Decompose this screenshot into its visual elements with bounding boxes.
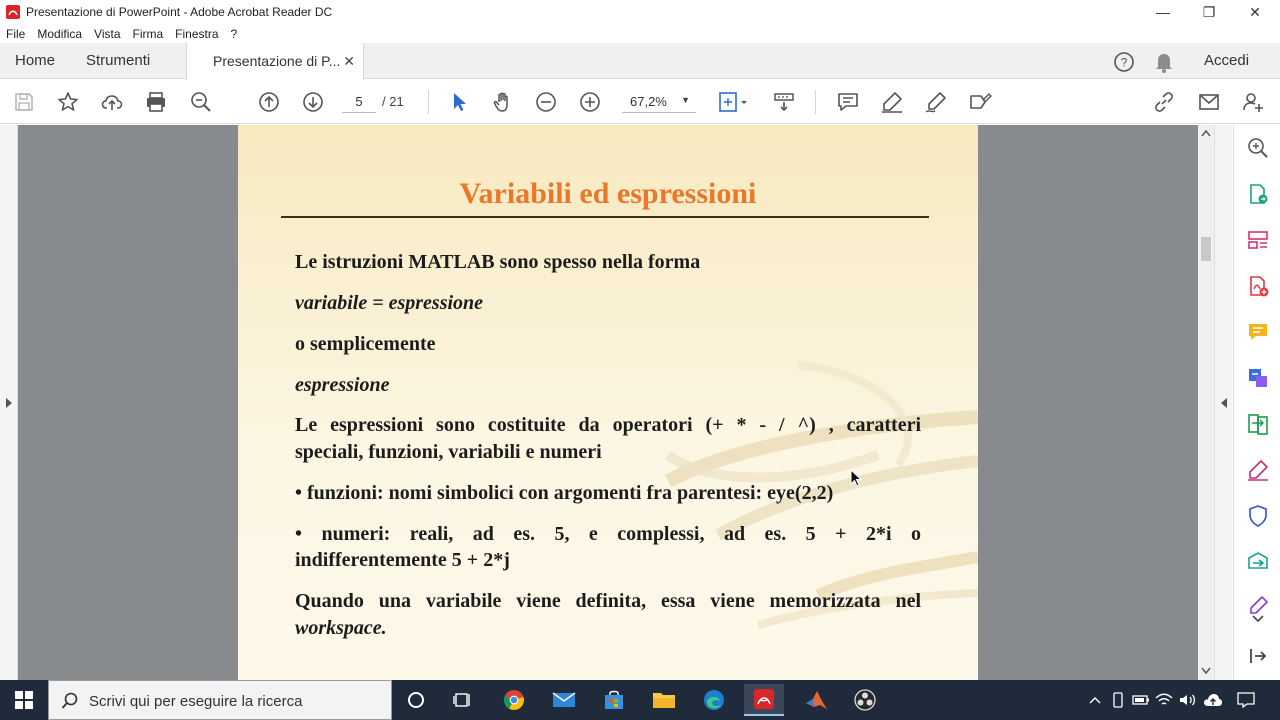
slide-bullet-2: • numeri: reali, ad es. 5, e complessi, ad es. 5 + 2*i o	[295, 523, 921, 545]
slide-line-10: Quando una variabile viene definita, essa viene memorizzata nel	[295, 590, 921, 612]
menu-modifica[interactable]: Modifica	[37, 26, 83, 41]
left-pane-toggle[interactable]	[0, 125, 18, 681]
toolbar	[0, 80, 1280, 124]
file-explorer-icon[interactable]	[644, 684, 684, 716]
search-icon	[61, 692, 79, 710]
next-page-icon[interactable]	[300, 89, 326, 115]
store-icon[interactable]	[594, 684, 634, 716]
add-user-icon[interactable]	[1240, 89, 1266, 115]
slide-line-6: speciali, funzioni, variabili e numeri	[295, 441, 602, 463]
phone-link-icon[interactable]	[1108, 690, 1128, 710]
scrollbar-thumb[interactable]	[1201, 237, 1211, 261]
svg-text:?: ?	[1120, 55, 1128, 70]
task-view-icon[interactable]	[443, 684, 483, 716]
comment-icon[interactable]	[835, 89, 861, 115]
taskbar	[0, 680, 1280, 720]
chevron-down-icon: ▼	[681, 95, 690, 105]
taskbar-search[interactable]	[48, 680, 392, 720]
slide-line-4: espressione	[295, 374, 390, 396]
page-number-input[interactable]	[342, 91, 376, 113]
menu-help[interactable]: ?	[230, 26, 238, 41]
chevron-left-icon[interactable]	[1220, 397, 1228, 409]
tab-bar	[0, 43, 1280, 79]
mail-icon[interactable]	[544, 684, 584, 716]
windows-start-icon[interactable]	[4, 684, 44, 716]
slide-line-11: workspace.	[295, 617, 387, 639]
fit-page-icon[interactable]	[716, 89, 752, 115]
slide-line-1: Le istruzioni MATLAB sono spesso nella forma	[295, 251, 701, 273]
cortana-icon[interactable]	[396, 684, 436, 716]
tools-pane	[1233, 125, 1280, 681]
slide-line-2: variabile = espressione	[295, 292, 484, 314]
close-tab-icon[interactable]: ✕	[343, 53, 355, 69]
select-cursor-icon[interactable]	[446, 89, 472, 115]
organize-pages-icon[interactable]	[1245, 227, 1271, 253]
chevron-right-icon[interactable]	[5, 397, 13, 409]
tab-tools[interactable]: Strumenti	[86, 52, 151, 69]
tab-home[interactable]: Home	[15, 52, 56, 69]
zoom-in-icon[interactable]	[577, 89, 603, 115]
link-icon[interactable]	[1151, 89, 1177, 115]
collapse-pane-icon[interactable]	[1245, 643, 1271, 669]
menu-bar	[0, 24, 1280, 43]
chrome-icon[interactable]	[494, 684, 534, 716]
scroll-down-icon[interactable]	[1201, 667, 1211, 675]
slide-line-9: indifferentemente 5 + 2*j	[295, 549, 510, 571]
chevron-up-icon[interactable]	[1085, 690, 1105, 710]
title-rule	[281, 216, 929, 218]
toolbar-divider	[428, 90, 429, 114]
hand-tool-icon[interactable]	[490, 89, 516, 115]
mouse-cursor-icon	[850, 469, 864, 489]
zoom-select[interactable]	[622, 91, 696, 113]
search-placeholder: Scrivi qui per eseguire la ricerca	[89, 693, 303, 710]
menu-vista[interactable]: Vista	[94, 26, 121, 41]
document-viewport[interactable]	[0, 125, 1232, 681]
toolbar-divider	[815, 90, 816, 114]
edit-pdf-icon[interactable]	[1245, 365, 1271, 391]
edit-sign-icon[interactable]	[967, 89, 993, 115]
maximize-button[interactable]: ❐	[1202, 3, 1216, 20]
chevron-down-icon[interactable]	[1245, 611, 1271, 627]
slide-line-5: Le espressioni sono costituite da operatori (+ * - / ^) , caratteri	[295, 414, 921, 436]
volume-icon[interactable]	[1178, 690, 1198, 710]
matlab-icon[interactable]	[796, 684, 836, 716]
battery-icon[interactable]	[1131, 690, 1151, 710]
menu-file[interactable]: File	[6, 26, 26, 41]
bookmark-star-icon[interactable]	[55, 89, 81, 115]
title-bar	[0, 0, 1280, 24]
zoom-search-icon[interactable]	[188, 89, 214, 115]
slide-bullet-1: • funzioni: nomi simbolici con argomenti fra parentesi: eye(2,2)	[295, 482, 834, 504]
acrobat-icon	[5, 4, 21, 20]
signin-button[interactable]: Accedi	[1204, 52, 1250, 69]
wifi-icon[interactable]	[1154, 690, 1174, 710]
zoom-out-icon[interactable]	[533, 89, 559, 115]
acrobat-taskbar-icon[interactable]	[744, 684, 784, 716]
menu-finestra[interactable]: Finestra	[175, 26, 219, 41]
save-icon[interactable]	[11, 89, 37, 115]
scroll-up-icon[interactable]	[1201, 129, 1211, 137]
previous-page-icon[interactable]	[256, 89, 282, 115]
tab-document[interactable]	[186, 43, 364, 80]
minimize-button[interactable]: —	[1156, 4, 1170, 20]
obs-icon[interactable]	[845, 684, 885, 716]
export-pdf-icon[interactable]	[1245, 181, 1271, 207]
create-pdf-icon[interactable]	[1245, 273, 1271, 299]
highlight-pen-icon[interactable]	[879, 89, 905, 115]
help-icon[interactable]	[1113, 51, 1135, 73]
fill-sign-icon[interactable]	[1245, 457, 1271, 483]
pdf-page	[238, 125, 978, 681]
onedrive-upload-icon[interactable]	[1203, 690, 1223, 710]
compare-files-icon[interactable]	[1245, 411, 1271, 437]
vertical-scrollbar[interactable]	[1198, 125, 1214, 681]
zoom-value: 67,2%	[630, 94, 667, 109]
bell-icon[interactable]	[1154, 51, 1174, 73]
right-pane-toggle[interactable]	[1214, 125, 1232, 681]
window-title: Presentazione di PowerPoint - Adobe Acrobat Reader DC	[26, 5, 333, 19]
slide-title: Variabili ed espressioni	[459, 177, 757, 210]
close-window-button[interactable]: ✕	[1249, 3, 1261, 20]
slide-line-3: o semplicemente	[295, 333, 436, 355]
email-icon[interactable]	[1196, 89, 1222, 115]
protect-shield-icon[interactable]	[1245, 503, 1271, 529]
upload-cloud-icon[interactable]	[99, 89, 125, 115]
print-icon[interactable]	[143, 89, 169, 115]
menu-firma[interactable]: Firma	[132, 26, 164, 41]
comment-tool-icon[interactable]	[1245, 319, 1271, 345]
page-total: / 21	[382, 94, 404, 109]
draw-pen-icon[interactable]	[923, 89, 949, 115]
edge-icon[interactable]	[694, 684, 734, 716]
send-review-icon[interactable]	[1245, 549, 1271, 575]
search-zoom-icon[interactable]	[1245, 135, 1271, 161]
tab-document-label: Presentazione di P...	[213, 53, 341, 69]
scroll-mode-icon[interactable]	[771, 89, 797, 115]
notification-icon[interactable]	[1236, 690, 1256, 710]
